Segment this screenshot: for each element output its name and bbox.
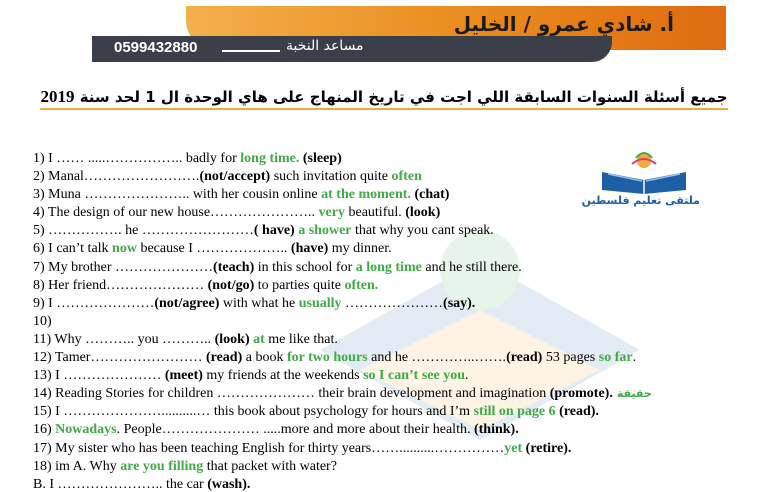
question-line xyxy=(33,440,593,458)
question-text: 18) im A. Why xyxy=(33,458,121,474)
question-text: such invitation quite xyxy=(270,169,392,185)
verb-hint: (read) xyxy=(205,350,243,366)
question-text: because I ……………….. xyxy=(136,241,291,257)
question-line xyxy=(33,458,593,476)
time-expression: at xyxy=(253,331,265,347)
question-line xyxy=(33,277,593,295)
question-text: 5) ……………. he …………………… xyxy=(33,223,254,239)
question-line xyxy=(33,186,593,204)
question-text: 17) My sister who has been teaching English for thirty years……..........…………… xyxy=(33,440,505,456)
question-line xyxy=(33,222,593,240)
open-book-icon xyxy=(588,150,700,194)
question-line xyxy=(33,385,652,403)
question-text: with what he xyxy=(219,295,299,311)
question-text: beautiful. xyxy=(344,205,406,221)
time-expression: so I can’t see you xyxy=(363,368,465,384)
question-line xyxy=(33,204,593,222)
question-text: 8) Her friend………………… xyxy=(33,277,208,293)
question-line xyxy=(33,349,637,367)
verb-hint: (have) xyxy=(290,241,329,257)
question-text: me like that. xyxy=(264,331,338,347)
question-text: 7) My brother ………………… xyxy=(33,259,214,275)
question-line xyxy=(33,150,593,168)
title-text: جميع أسئلة السنوات السابقة اللي اجت في تاريخ المنهاج على هاي الوحدة ال 1 لحد سنة xyxy=(79,88,728,106)
time-expression: now xyxy=(112,241,137,257)
time-expression: at the moment. xyxy=(321,187,411,203)
question-text: to parties quite xyxy=(254,277,345,293)
time-expression: often. xyxy=(344,277,379,293)
verb-hint: (say). xyxy=(443,295,476,311)
question-text: . xyxy=(464,368,469,384)
question-text: . People………………… .....more and more about their health. xyxy=(116,422,474,438)
question-text: 4) The design of our new house………………….. xyxy=(33,205,319,221)
question-text: that why you cant speak. xyxy=(351,223,494,239)
question-text: 11) Why ……….. you ……….. xyxy=(33,331,215,347)
time-expression: very xyxy=(318,205,345,221)
question-line xyxy=(33,313,593,331)
page-title xyxy=(0,87,768,110)
question-line xyxy=(33,421,593,439)
time-expression: Nowadays xyxy=(55,422,117,438)
question-line xyxy=(33,259,593,277)
question-text: 12) Tamer…………………… xyxy=(33,350,206,366)
question-text: 10) xyxy=(33,313,52,329)
phone-number: 0599432880 xyxy=(114,39,198,56)
title-year: 2019 xyxy=(40,87,75,106)
header-banner xyxy=(44,6,726,66)
question-text: 13) I ………………… xyxy=(33,368,165,384)
teacher-name: أ. شادي عمرو / الخليل xyxy=(453,12,674,36)
verb-hint: (teach) xyxy=(213,259,255,275)
question-text: 9) I ………………… xyxy=(33,295,155,311)
question-text: that packet with water? xyxy=(203,458,337,474)
question-line xyxy=(33,168,593,186)
verb-hint: (not/agree) xyxy=(154,295,220,311)
time-expression: a long time xyxy=(355,259,422,275)
time-expression: still on page 6 xyxy=(473,404,556,420)
verb-hint: (retire). xyxy=(525,440,572,456)
question-text: in this school for xyxy=(254,259,356,275)
verb-hint: (not/accept) xyxy=(199,169,271,185)
verb-hint: (look) xyxy=(214,331,250,347)
arabic-note: حقيقة xyxy=(616,387,652,401)
verb-hint: (promote). xyxy=(549,386,613,402)
verb-hint: (not/go) xyxy=(207,277,255,293)
verb-hint: (look) xyxy=(405,205,441,221)
question-text: . xyxy=(632,350,637,366)
logo-caption: ملتقى تعليم فلسطين xyxy=(581,194,700,207)
question-line xyxy=(33,476,593,492)
question-text: 3) Muna ………………….. with her cousin online xyxy=(33,187,322,203)
time-expression: yet xyxy=(504,440,523,456)
question-line xyxy=(33,240,593,258)
question-text: 6) I can’t talk xyxy=(33,241,113,257)
time-expression: usually xyxy=(298,295,342,311)
verb-hint: (chat) xyxy=(414,187,450,203)
time-expression: for two hours xyxy=(286,350,368,366)
time-expression: a shower xyxy=(298,223,352,239)
site-logo xyxy=(581,150,700,212)
question-text: a book xyxy=(242,350,287,366)
question-line xyxy=(33,331,593,349)
question-text: 53 pages xyxy=(542,350,599,366)
verb-hint: ( have) xyxy=(253,223,295,239)
question-text: 2) Manal……………………. xyxy=(33,169,200,185)
assistant-label: مساعد النخبة xyxy=(286,38,364,54)
verb-hint: (wash). xyxy=(207,476,251,492)
question-text: my friends at the weekends xyxy=(202,368,364,384)
time-expression: long time. xyxy=(240,151,300,166)
question-text: 14) Reading Stories for children ………………… their brain development and imagination xyxy=(33,386,550,402)
question-text: ………………… xyxy=(341,295,444,311)
question-text: my dinner. xyxy=(328,241,392,257)
verb-hint: (meet) xyxy=(164,368,203,384)
time-expression: often xyxy=(391,169,422,185)
time-expression: are you filling xyxy=(120,458,204,474)
header-divider xyxy=(222,50,280,52)
verb-hint: (read) xyxy=(506,350,543,366)
question-line xyxy=(33,403,599,421)
question-text: 16) xyxy=(33,422,56,438)
verb-hint: (read). xyxy=(559,404,599,420)
verb-hint: (think). xyxy=(473,422,519,438)
question-text: and he …………..……. xyxy=(367,350,507,366)
question-text: B. I ………………….. the car xyxy=(33,476,208,492)
question-text: 1) I …… .....…………….. badly for xyxy=(33,151,241,166)
time-expression: so far xyxy=(598,350,633,366)
question-line xyxy=(33,295,593,313)
question-line xyxy=(33,367,593,385)
question-text: and he still there. xyxy=(421,259,522,275)
verb-hint: (sleep) xyxy=(302,151,342,166)
question-text: 15) I …………………..........… this book about psychology for hours and I’m xyxy=(33,404,474,420)
title-underlined xyxy=(40,87,727,110)
